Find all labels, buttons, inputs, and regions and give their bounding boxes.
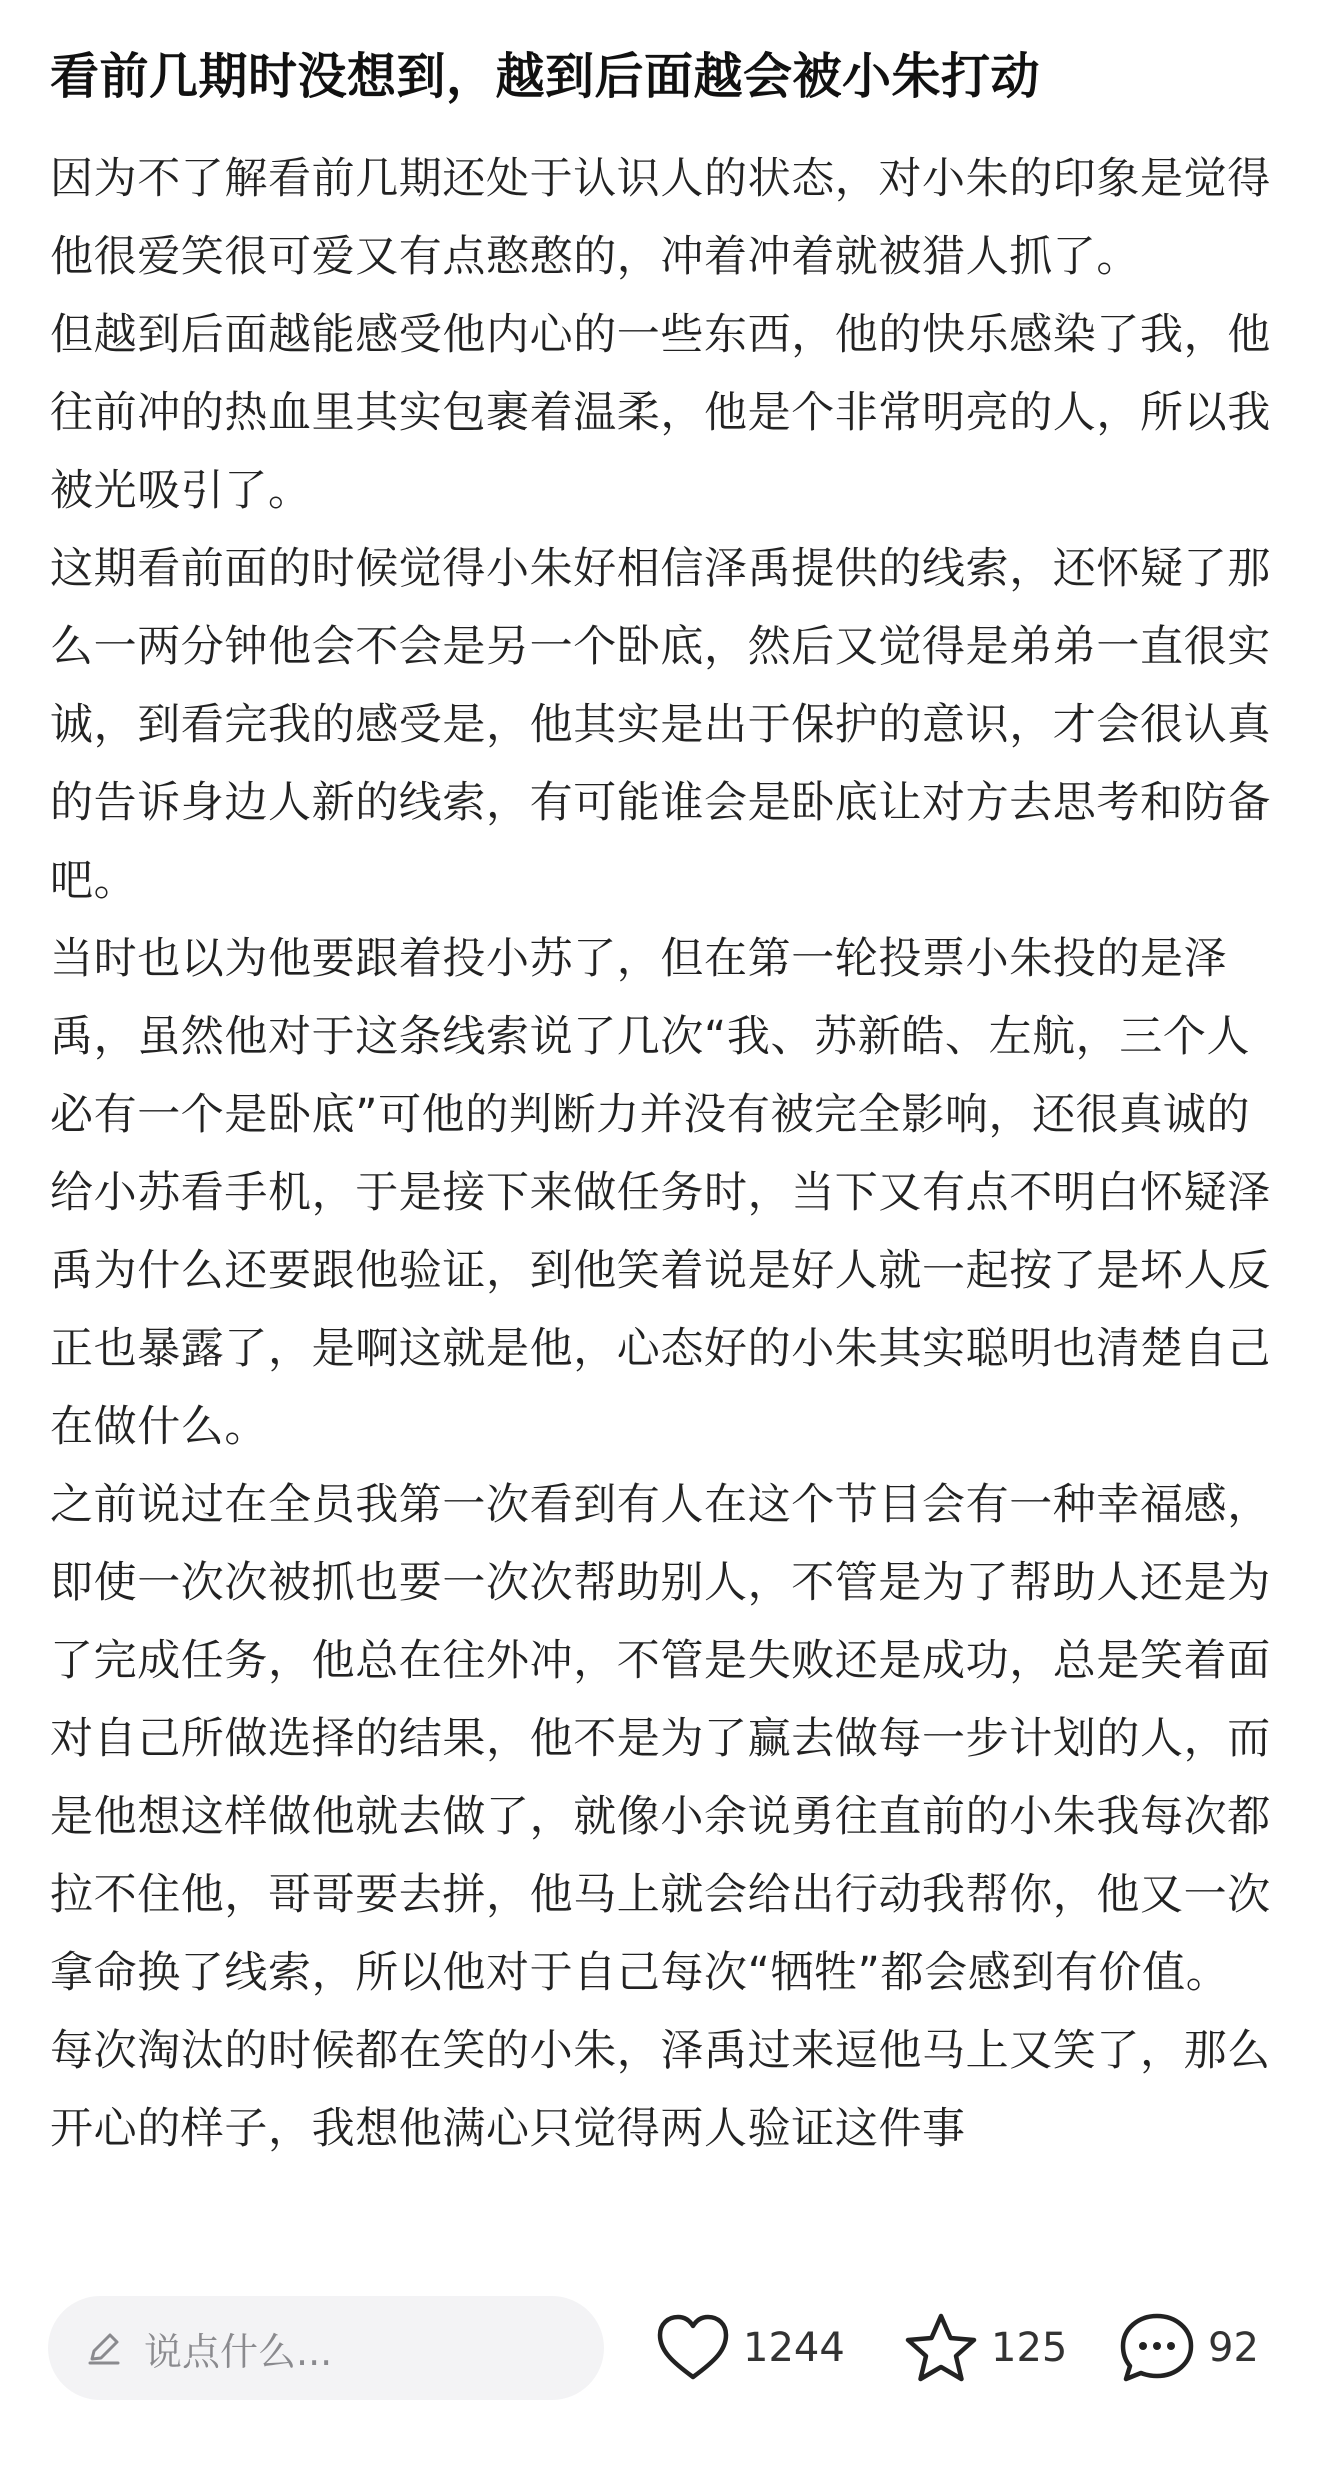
comment-input[interactable]: [48, 2296, 604, 2400]
speech-bubble-icon: [1118, 2311, 1196, 2385]
favorite-button[interactable]: [903, 2296, 1067, 2400]
bottom-action-bar: [0, 2260, 1320, 2469]
favorite-count: 125: [991, 2325, 1068, 2371]
comment-count: 92: [1208, 2325, 1259, 2371]
like-button[interactable]: [655, 2296, 845, 2400]
post-paragraph: 因为不了解看前几期还处于认识人的状态，对小朱的印象是觉得他很爱笑很可爱又有点憨憨的，冲着冲着就被猎人抓了。: [50, 154, 1271, 282]
comment-button[interactable]: [1118, 2296, 1259, 2400]
comment-placeholder: 说点什么...: [144, 2329, 333, 2374]
heart-icon: [655, 2313, 731, 2383]
pencil-icon: [84, 2328, 124, 2368]
star-icon: [903, 2312, 979, 2384]
like-count: 1244: [743, 2325, 845, 2371]
post-title: 看前几期时没想到，越到后面越会被小朱打动: [50, 48, 1041, 105]
post-paragraph: 每次淘汰的时候都在笑的小朱，泽禹过来逗他马上又笑了，那么开心的样子，我想他满心只觉得两人验证这件事: [50, 2026, 1271, 2154]
post-paragraph: 当时也以为他要跟着投小苏了，但在第一轮投票小朱投的是泽禹，虽然他对于这条线索说了几次“我、苏新皓、左航，三个人必有一个是卧底”可他的判断力并没有被完全影响，还很真诚的给小苏看手机，于是接下来做任务时，当下又有点不明白怀疑泽禹为什么还要跟他验证，到他笑着说是好人就一起按了是坏人反正也暴露了，是啊这就是他，心态好的小朱其实聪明也清楚自己在做什么。: [50, 934, 1271, 1452]
post-paragraph: 这期看前面的时候觉得小朱好相信泽禹提供的线索，还怀疑了那么一两分钟他会不会是另一个卧底，然后又觉得是弟弟一直很实诚，到看完我的感受是，他其实是出于保护的意识，才会很认真的告诉身边人新的线索，有可能谁会是卧底让对方去思考和防备吧。: [50, 544, 1271, 906]
post-paragraph: 之前说过在全员我第一次看到有人在这个节目会有一种幸福感，即使一次次被抓也要一次次帮助别人，不管是为了帮助人还是为了完成任务，他总在往外冲，不管是失败还是成功，总是笑着面对自己所做选择的结果，他不是为了赢去做每一步计划的人，而是他想这样做他就去做了，就像小余说勇往直前的小朱我每次都拉不住他，哥哥要去拼，他马上就会给出行动我帮你，他又一次拿命换了线索，所以他对于自己每次“牺牲”都会感到有价值。: [50, 1480, 1271, 1998]
post-paragraph: 但越到后面越能感受他内心的一些东西，他的快乐感染了我，他往前冲的热血里其实包裹着温柔，他是个非常明亮的人，所以我被光吸引了。: [50, 310, 1271, 516]
